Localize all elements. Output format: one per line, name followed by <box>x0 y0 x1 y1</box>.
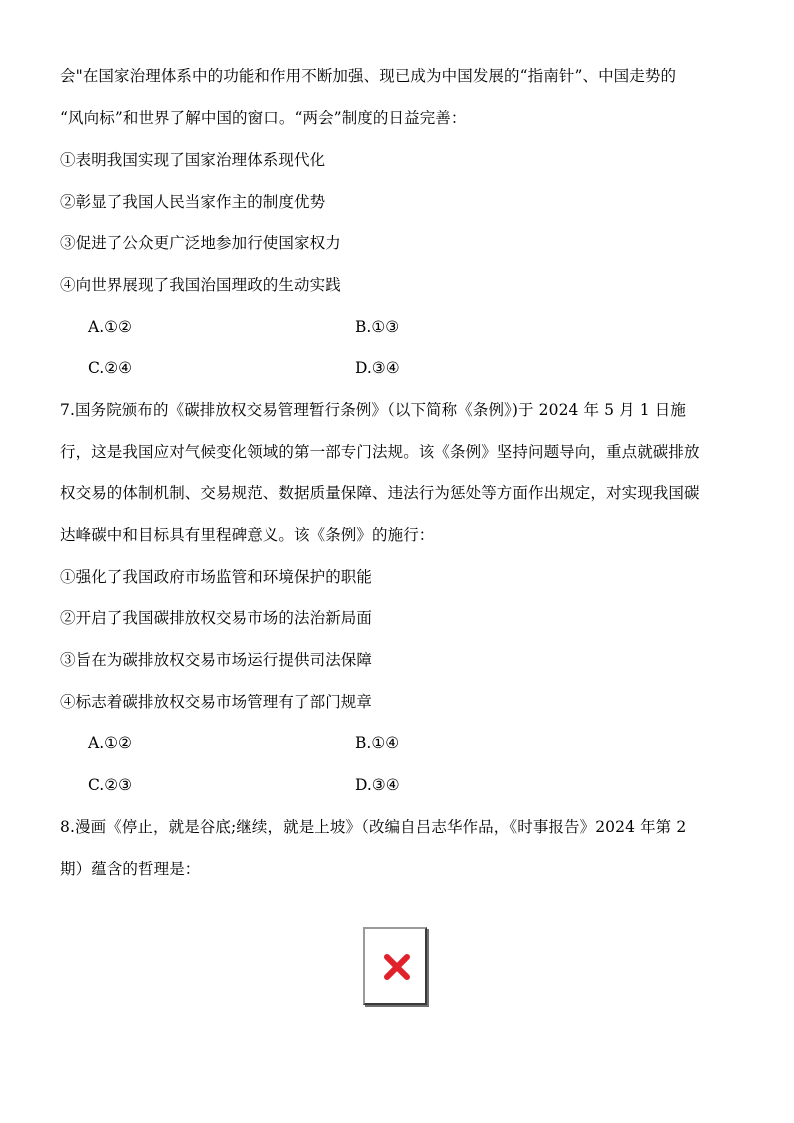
q7-option-c: C.②③ <box>88 776 133 794</box>
q6-item-1: ①表明我国实现了国家治理体系现代化 <box>60 151 326 169</box>
q6-option-d: D.③④ <box>355 359 400 377</box>
q7-stem-line-2: 行，这是我国应对气候变化领域的第一部专门法规。该《条例》坚持问题导向，重点就碳排放 <box>60 443 700 461</box>
q6-item-2: ②彰显了我国人民当家作主的制度优势 <box>60 193 326 211</box>
q7-option-a: A.①② <box>88 734 132 752</box>
q8-stem-line-1: 8.漫画《停止，就是谷底;继续，就是上坡》（改编自吕志华作品，《时事报告》2024 年第 2 <box>60 818 687 836</box>
q7-option-d: D.③④ <box>355 776 400 794</box>
q7-item-1: ①强化了我国政府市场监管和环境保护的职能 <box>60 568 373 586</box>
broken-image-icon <box>383 953 411 981</box>
q7-stem-line-4: 达峰碳中和目标具有里程碑意义。该《条例》的施行： <box>60 526 435 544</box>
q7-stem-line-3: 权交易的体制机制、交易规范、数据质量保障、违法行为惩处等方面作出规定，对实现我国碳 <box>60 484 700 502</box>
q6-stem-line-1: 会"在国家治理体系中的功能和作用不断加强、现已成为中国发展的“指南针”、中国走势的 <box>60 67 677 85</box>
q7-item-3: ③旨在为碳排放权交易市场运行提供司法保障 <box>60 651 373 669</box>
broken-image-placeholder <box>363 927 427 1005</box>
q8-stem-line-2: 期）蕴含的哲理是： <box>60 860 201 878</box>
q7-stem-line-1: 7.国务院颁布的《碳排放权交易管理暂行条例》（以下简称《条例》)于 2024 年 5 月 1 日施 <box>60 401 686 419</box>
q7-option-b: B.①④ <box>355 734 400 752</box>
q6-option-c: C.②④ <box>88 359 133 377</box>
q6-item-4: ④向世界展现了我国治国理政的生动实践 <box>60 276 341 294</box>
q6-option-a: A.①② <box>88 318 132 336</box>
q6-option-b: B.①③ <box>355 318 400 336</box>
q6-stem-line-2: “风向标”和世界了解中国的窗口。“两会”制度的日益完善： <box>60 109 467 127</box>
q6-item-3: ③促进了公众更广泛地参加行使国家权力 <box>60 234 341 252</box>
q7-item-4: ④标志着碳排放权交易市场管理有了部门规章 <box>60 693 373 711</box>
q7-item-2: ②开启了我国碳排放权交易市场的法治新局面 <box>60 609 373 627</box>
